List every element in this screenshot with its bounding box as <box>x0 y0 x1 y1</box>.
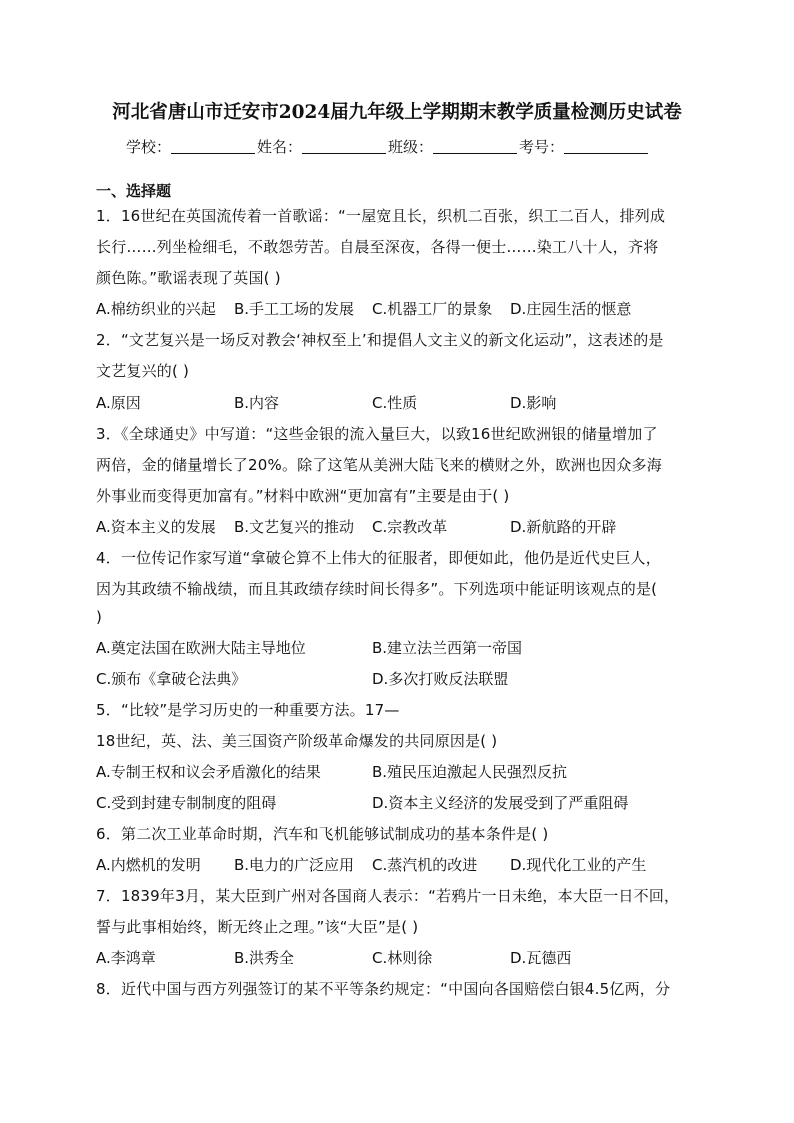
question-3-line-3: 外事业而变得更加富有。”材料中欧洲“更加富有”主要是由于( ) <box>96 487 510 505</box>
question-2-line-1: 2．“文艺复兴是一场反对教会‘神权至上’和提倡人文主义的新文化运动”，这表述的是 <box>96 331 664 349</box>
question-2-option-b: B.内容 <box>234 394 280 412</box>
question-6-option-c: C.蒸汽机的改进 <box>372 856 478 874</box>
question-1-option-d: D.庄园生活的惬意 <box>510 300 632 318</box>
question-5-line-2: 18世纪，英、法、美三国资产阶级革命爆发的共同原因是( ) <box>96 732 498 750</box>
question-1-option-a: A.棉纺织业的兴起 <box>96 300 216 318</box>
question-1-line-2: 长行……列坐检细毛，不敢怨劳苦。自晨至深夜，各得一便士……染工八十人，齐将 <box>96 238 659 256</box>
question-7-option-b: B.洪秀全 <box>234 949 295 967</box>
question-1-option-b: B.手工工场的发展 <box>234 300 355 318</box>
class-label: 班级： <box>388 138 434 156</box>
school-label: 学校： <box>126 138 172 156</box>
question-5-line-1: 5．“比较”是学习历史的一种重要方法。17— <box>96 701 400 719</box>
question-2-option-d: D.影响 <box>510 394 557 412</box>
question-5-option-c: C.受到封建专制制度的阻碍 <box>96 794 277 812</box>
question-4-line-3: ) <box>96 608 103 626</box>
question-1-option-c: C.机器工厂的景象 <box>372 300 493 318</box>
question-6-line-1: 6．第二次工业革命时期，汽车和飞机能够试制成功的基本条件是( ) <box>96 825 549 843</box>
question-6-option-d: D.现代化工业的产生 <box>510 856 647 874</box>
name-blank <box>302 139 386 154</box>
question-7-option-a: A.李鸿章 <box>96 949 156 967</box>
school-blank <box>171 139 255 154</box>
question-4-option-d: D.多次打败反法联盟 <box>372 670 509 688</box>
exam-title: 河北省唐山市迁安市2024届九年级上学期期末教学质量检测历史试卷 <box>112 102 682 123</box>
question-3-option-d: D.新航路的开辟 <box>510 518 617 536</box>
question-2-line-2: 文艺复兴的( ) <box>96 362 190 380</box>
question-3-option-b: B.文艺复兴的推动 <box>234 518 355 536</box>
question-3-line-2: 两倍，金的储量增长了20%。除了这笔从美洲大陆飞来的横财之外，欧洲也因众多海 <box>96 456 662 474</box>
question-3-line-1: 3．《全球通史》中写道：“这些金银的流入量巨大，以致16世纪欧洲银的储量增加了 <box>96 425 658 443</box>
question-7-option-d: D.瓦德西 <box>510 949 572 967</box>
question-3-option-a: A.资本主义的发展 <box>96 518 216 536</box>
question-7-line-1: 7．1839年3月，某大臣到广州对各国商人表示：“若鸦片一日未绝，本大臣一日不回， <box>96 887 680 905</box>
question-6-option-a: A.内燃机的发明 <box>96 856 201 874</box>
question-2-option-a: A.原因 <box>96 394 141 412</box>
question-5-option-b: B.殖民压迫激起人民强烈反抗 <box>372 763 568 781</box>
number-blank <box>564 139 648 154</box>
question-1-line-1: 1．16世纪在英国流传着一首歌谣：“一屋宽且长，织机二百张，织工二百人，排列成 <box>96 207 666 225</box>
question-2-option-c: C.性质 <box>372 394 418 412</box>
section-title: 一、选择题 <box>96 182 172 200</box>
question-6-option-b: B.电力的广泛应用 <box>234 856 355 874</box>
question-4-line-1: 4．一位传记作家写道“拿破仑算不上伟大的征服者，即便如此，他仍是近代史巨人， <box>96 549 661 567</box>
number-label: 考号： <box>519 138 565 156</box>
question-4-option-b: B.建立法兰西第一帝国 <box>372 639 523 657</box>
question-5-option-a: A.专制王权和议会矛盾激化的结果 <box>96 763 321 781</box>
question-7-line-2: 誓与此事相始终，断无终止之理。”该“大臣”是( ) <box>96 918 419 936</box>
question-8-line-1: 8．近代中国与西方列强签订的某不平等条约规定：“中国向各国赔偿白银4.5亿两，分 <box>96 980 671 998</box>
question-1-line-3: 颜色陈。”歌谣表现了英国( ) <box>96 269 281 287</box>
question-4-line-2: 因为其政绩不输战绩，而且其政绩存续时间长得多”。下列选项中能证明该观点的是( <box>96 580 658 598</box>
question-4-option-c: C.颁布《拿破仑法典》 <box>96 670 247 688</box>
question-7-option-c: C.林则徐 <box>372 949 433 967</box>
name-label: 姓名： <box>257 138 303 156</box>
question-4-option-a: A.奠定法国在欧洲大陆主导地位 <box>96 639 306 657</box>
student-info-row <box>126 136 650 157</box>
class-blank <box>433 139 517 154</box>
question-3-option-c: C.宗教改革 <box>372 518 448 536</box>
question-5-option-d: D.资本主义经济的发展受到了严重阻碍 <box>372 794 629 812</box>
